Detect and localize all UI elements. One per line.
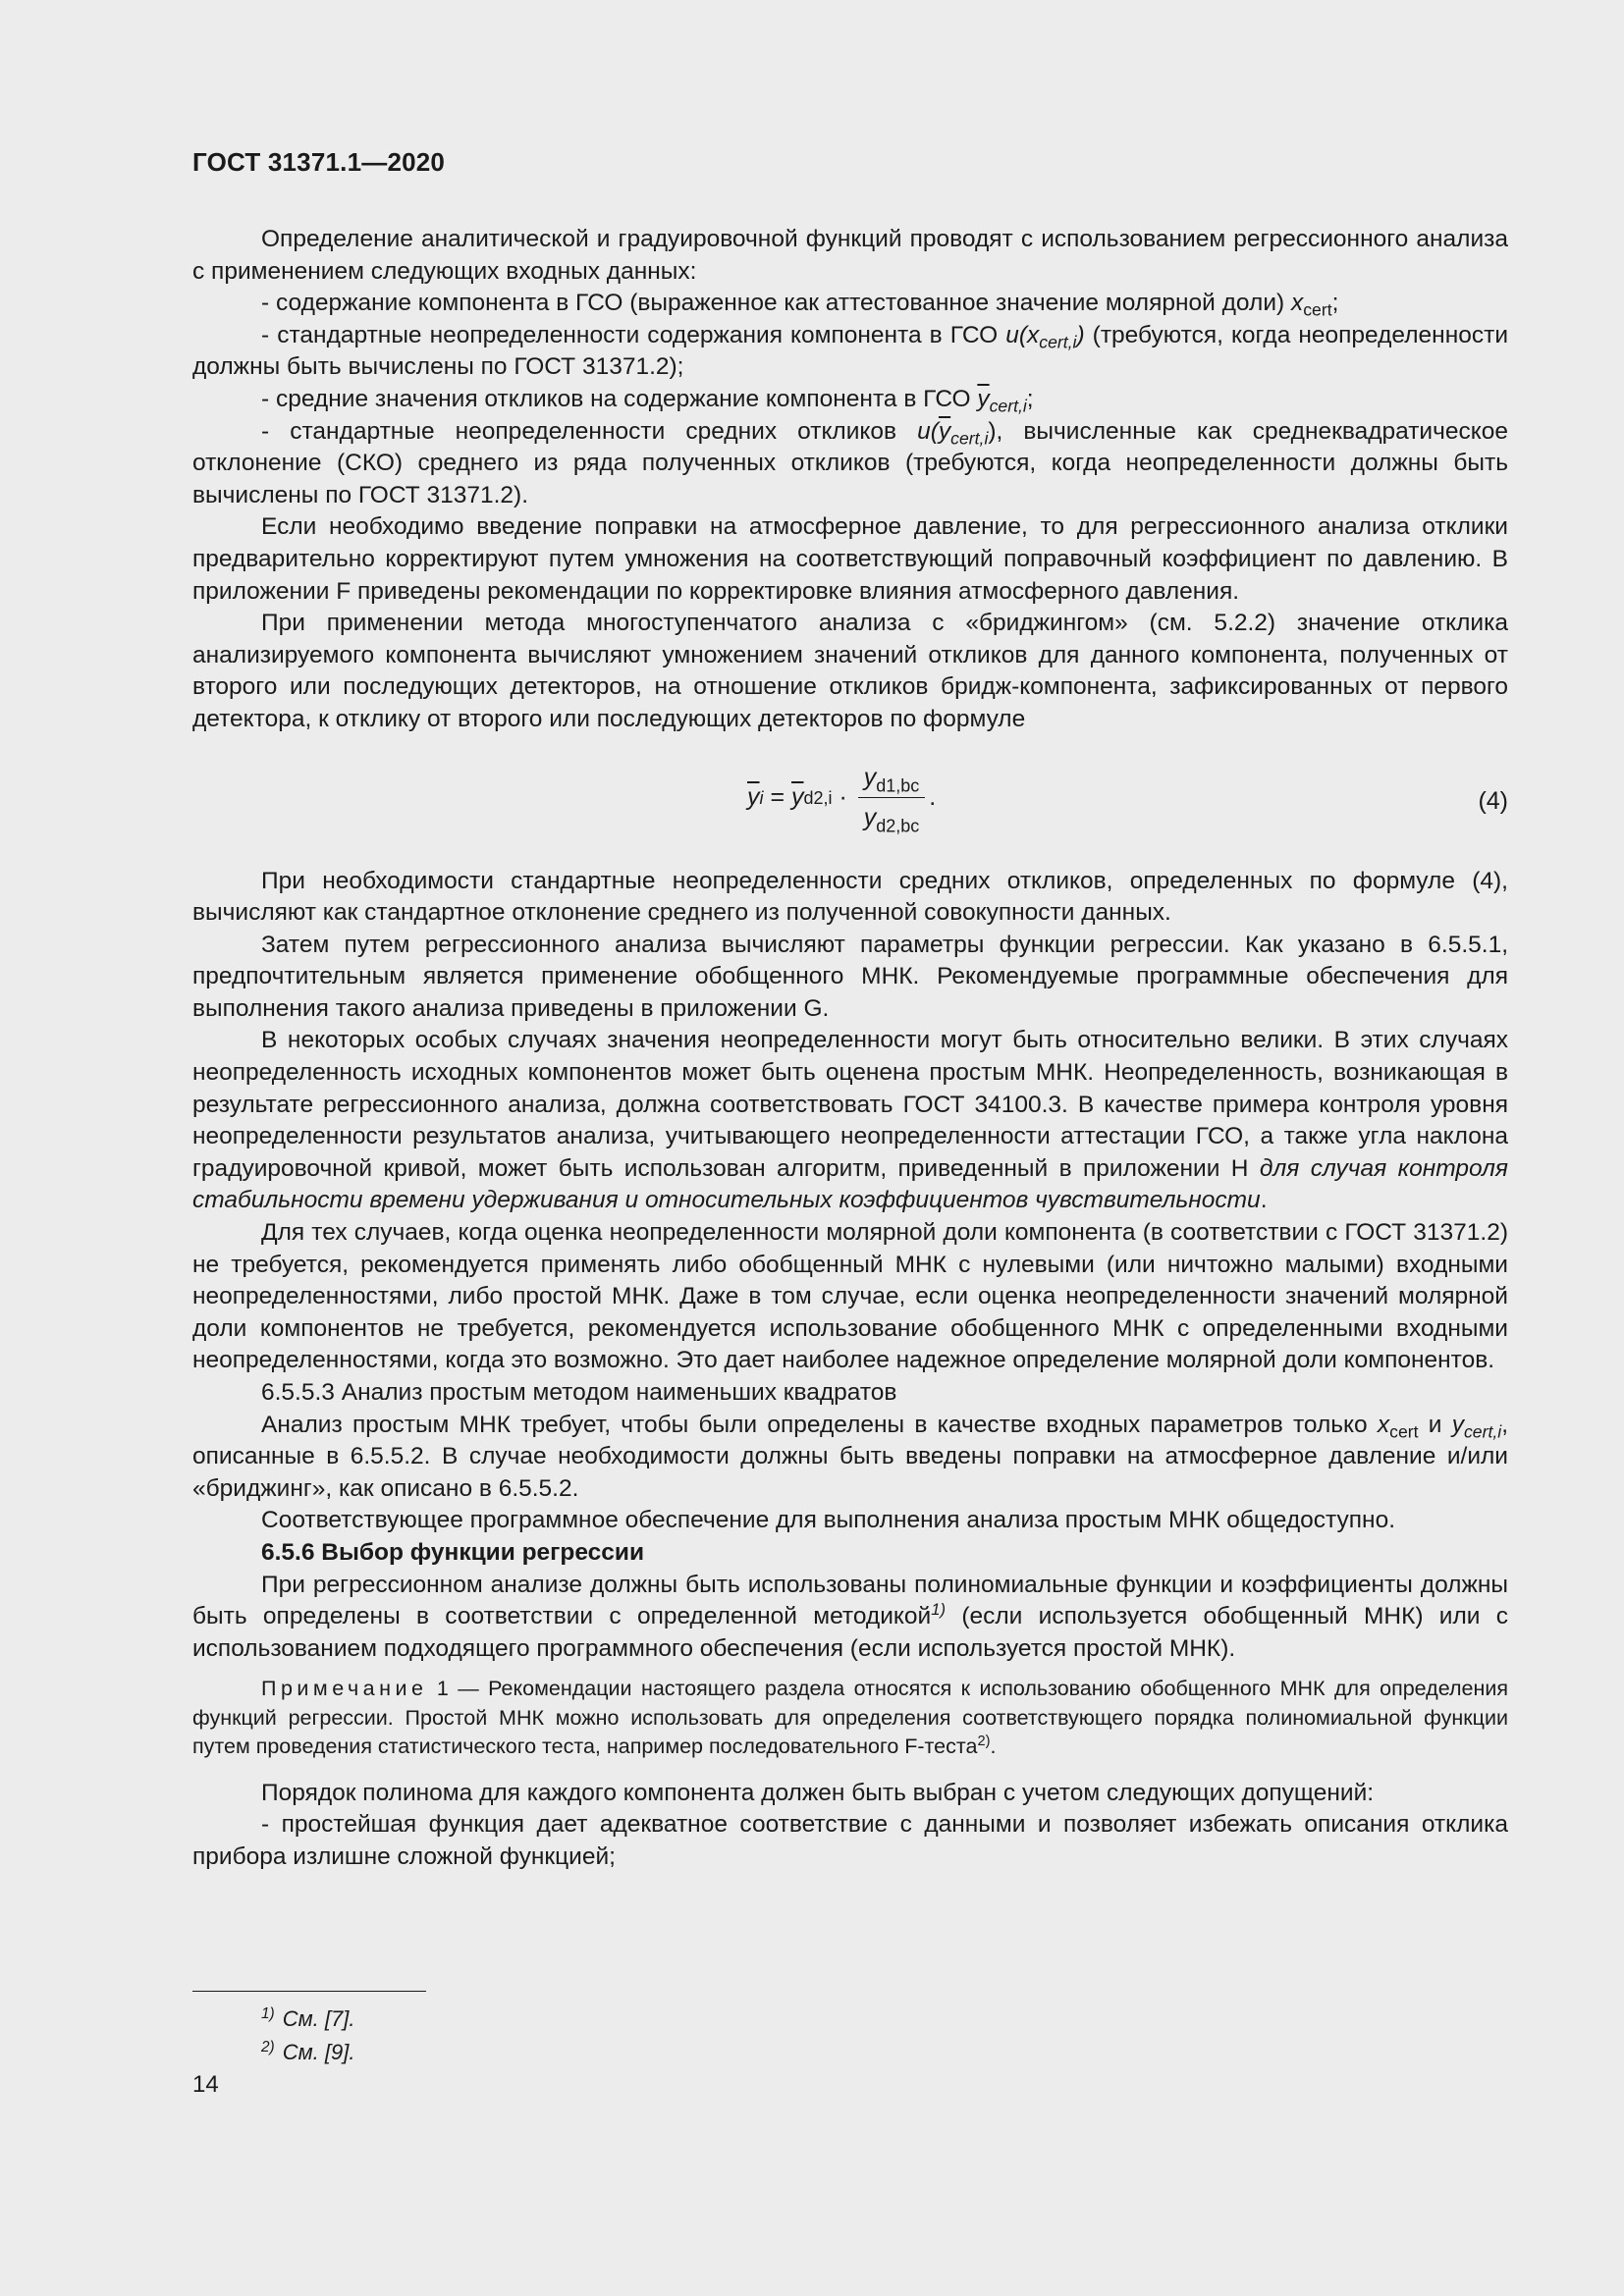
note-1: Примечание 1 — Рекомендации настоящего раздела относятся к использованию обобщенного МНК для определения функций регрессии. Простой МНК можно использовать для определения соответствующего порядка полиномиальной функции путем проведения статистического теста, например последовательного F-теста$^{2)}$. [192,1677,1508,1759]
subsection-title-6553: 6.5.5.3 Анализ простым методом наименьших квадратов [261,1379,897,1406]
note-label: Примечание [261,1677,428,1701]
list-item-mean-response: - средние значения откликов на содержание компонента в ГСО $\overline{y}_{cert,i}$; [261,385,1034,416]
paragraph-simple-ols: Анализ простым МНК требует, чтобы были определены в качестве входных параметров только $x_{cert}$ и $y_{cert,i}$, описанные в 6.5.5.2. В случае необходимости должны быть введены поправки на атмосферное давление и/или «бриджинг», как описано в 6.5.5.2. [192,1411,1508,1502]
footnote-separator [192,1991,426,1992]
document-body [192,224,1508,1874]
list-item-uncertainty: - стандартные неопределенности содержания компонента в ГСО $u(x_{cert,i})$ (требуются, когда неопределенности должны быть вычислены по ГОСТ 31371.2); [192,321,1509,381]
footnotes [261,2002,354,2069]
formula-expression: $\overline{y}$ i = $\overline{y}$ d2,i · $\frac{y_{d1,bc}}{y_{d2,bc}}$ . [747,763,937,836]
formula-number: (4) [1478,786,1508,815]
paragraph-software: Соответствующее программное обеспечение для выполнения анализа простым МНК общедоступно. [261,1507,1396,1534]
formula-4 [192,744,1508,862]
paragraph-special-cases: В некоторых особых случаях значения неопределенности могут быть относительно велики. В этих случаях неопределенность исходных компонентов может быть оценена простым МНК. Неопределенность, возникающая в результате регрессионного анализа, должна соответствовать ГОСТ 34100.3. В качестве примера контроля уровня неопределенности результатов анализа, учитывающего неопределенности аттестации ГСО, а также угла наклона градуировочной кривой, может быть использован алгоритм, приведенный в приложении H для случая контроля стабильности времени удерживания и относительных коэффициентов чувствительности. [192,1027,1508,1214]
list-item-content: - содержание компонента в ГСО (выраженное как аттестованное значение молярной доли) $x_{cert}$; [261,290,1339,320]
page-number: 14 [192,2071,219,2098]
list-item-simplest-function: - простейшая функция дает адекватное соответствие с данными и позволяет избежать описания отклика прибора излишне сложной функцией; [192,1811,1508,1871]
paragraph-formula-uncertainty: При необходимости стандартные неопределенности средних откликов, определенных по формуле (4), вычисляют как стандартное отклонение среднего из полученной совокупности данных. [192,867,1508,927]
paragraph-intro: Определение аналитической и градуировочной функций проводят с использованием регрессионного анализа с применением следующих входных данных: [192,226,1508,285]
paragraph-polynomial-order: Порядок полинома для каждого компонента должен быть выбран с учетом следующих допущений: [261,1779,1375,1806]
paragraph-bridging: При применении метода многоступенчатого анализа с «бриджингом» (см. 5.2.2) значение отклика анализируемого компонента вычисляют умножением значений откликов для данного компонента, полученных от второго или последующих детекторов, на отношение откликов бридж-компонента, зафиксированных от первого детектора, к отклику от второго или последующих детекторов по формуле [192,610,1508,732]
document-header: ГОСТ 31371.1—2020 [192,147,446,177]
paragraph-no-uncertainty: Для тех случаев, когда оценка неопределенности молярной доли компонента (в соответствии с ГОСТ 31371.2) не требуется, рекомендуется применять либо обобщенный МНК с нулевыми (или ничтожно малыми) входными неопределенностями, либо простой МНК. Даже в том случае, если оценка неопределенности значений молярной доли компонентов не требуется, рекомендуется использование обобщенного МНК с определенными входными неопределенностями, когда это возможно. Это дает наиболее надежное определение молярной доли компонентов. [192,1219,1508,1374]
paragraph-regression-parameters: Затем путем регрессионного анализа вычисляют параметры функции регрессии. Как указано в 6.5.5.1, предпочтительным является применение обобщенного МНК. Рекомендуемые программные обеспечения для выполнения такого анализа приведены в приложении G. [192,931,1508,1022]
paragraph-pressure-correction: Если необходимо введение поправки на атмосферное давление, то для регрессионного анализа отклики предварительно корректируют путем умножения на соответствующий поправочный коэффициент по давлению. В приложении F приведены рекомендации по корректировке влияния атмосферного давления. [192,513,1508,605]
list-item-mean-uncertainty: - стандартные неопределенности средних откликов $u(\overline{y}_{cert,i})$, вычисленные как среднеквадратическое отклонение (СКО) среднего из ряда полученных откликов (требуются, когда неопределенности должны быть вычислены по ГОСТ 31371.2). [192,417,1508,508]
section-heading-656: 6.5.6 Выбор функции регрессии [261,1538,645,1566]
footnote-item: $^{1)}$ См. [7]. [261,2005,355,2031]
formula-fraction: $\frac{y_{d1,bc}}{y_{d2,bc}}$ [858,762,926,834]
footnote-item: $^{2)}$ См. [9]. [261,2039,355,2064]
paragraph-polynomial: При регрессионном анализе должны быть использованы полиномиальные функции и коэффициенты должны быть определены в соответствии с определенной методикой$^{1)}$ (если используется обобщенный МНК) или с использованием подходящего программного обеспечения (если используется простой МНК). [192,1571,1509,1662]
